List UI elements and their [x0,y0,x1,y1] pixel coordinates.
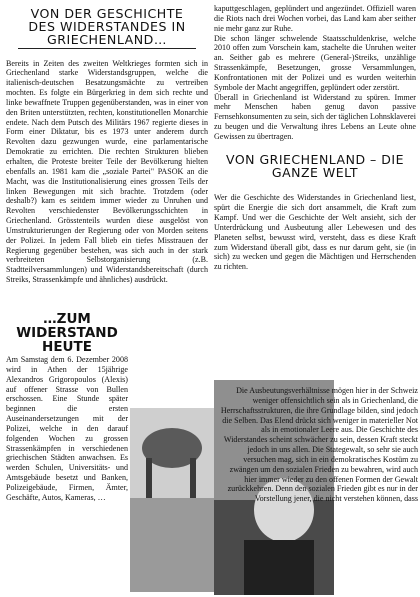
street-photo [130,378,214,592]
left-column [6,4,208,285]
right-column [214,4,416,272]
article-title [6,4,208,53]
today-title: …ZUM WIDERSTAND HEUTE [16,311,118,355]
child-photo [214,380,420,595]
right-body-1: kaputtgeschlagen, geplündert und angezündet. Offiziell waren die Riots nach drei Wochen vorbei, das Land kam aber seither nie mehr ganz zur Ruhe. [214,4,416,33]
article-title-text: VON DER GESCHICHTE DES WIDERSTANDES IN GRIECHENLAND… [18,8,196,49]
world-title: VON GRIECHENLAND – DIE GANZE WELT [225,151,404,180]
right-body-3: Überall in Griechenland ist Widerstand zu spüren. Immer mehr Menschen haben genug davon passive Fernsehkonsumenten zu sein, sich der täglichen Lohnsklaverei zu beugen und die Verwaltung ihres Lebens an Leute ohne Gewissen zu übertragen. [214,92,416,141]
right-body-4: Wer die Geschichte des Widerstandes in Griechenland liest, spürt die Energie die sich dort ansammelt, die Kraft zum Kampf. Und wer die Geschichte der Welt ansieht, sich der Unterdrückung und Ausbeutung aller Lebewesen und des Planeten selbst, bewusst wird, versteht, dass es diese Kraft zum Widerstand überall gibt, dass es nur darum geht, sie (in sich) zu wecken und gegen die Mächtigen und Herrschenden zu richten. [214,193,416,272]
street-photo-image [130,378,214,592]
right-body-5: Die Ausbeutungsverhältnisse mögen hier in der Schweiz weniger offensichtlich sein als in Griechenland, die Herrschaftsstrukturen, die ihre Grundlage bilden, sind jedoch die Selben. Das Elend drückt sich weniger in materieller Not als in emotionaler Leere aus. Die Geschichte des Widerstandes scheint schwächer zu sein, dessen Kraft steckt jedoch in uns allen. Die Stategewalt, so sehr sie auch versuchen mag, sich in ein demokratisches Kostüm zu zwängen um den sozialen Frieden zu bewahren, wird auch hier immer wieder zu den offenen Formen der Gewalt zurückkehren. Denn den sozialen Frieden gibt es nur in der Vorstellung jener, die nicht verstehen können, dass [220,386,418,504]
today-body: Am Samstag dem 6. Dezember 2008 wird in Athen der 15jährige Alexandros Grigoropoulos (Alexis) auf offener Strasse von Bullen erschossen. Eine Stunde später beginnen die ersten Auseinandersetzungen mit der Polizei, welche in den darauf folgenden Wochen zu grossen Strassenkämpfen in verschiedenen griechischen Städten anwachsen. Es werden Schulen, Universitäts- und Amtsgebäude besetzt und Banken, Polizeigebäude, Firmen, Ämter, Geschäfte, Autos, Kameras, … [6,355,128,502]
right-body-2: Die schon länger schwelende Staatsschuldenkrise, welche 2010 offen zum Vorschein kam, stachelte die Unruhen weiter an. Seither gab es mehrere (General-)Streiks, unzählige Strassenkämpfe, Besetzungen, grosse Versammlungen, Konfrontationen mit der Polizei und es wurden weiterhin Symbole der Macht angegriffen, geplündert oder zerstört. [214,33,416,92]
today-box [6,307,128,593]
article-body-history: Bereits in Zeiten des zweiten Weltkrieges formten sich in Griechenland starke Widerstandsgruppen, welche die italienisch-deutschen Besatzungsmächte zu vertreiben mochten. Es folgte ein Bürgerkrieg in dem sich rechte und linke bewaffnete Truppen gegenüberstanden, was in einer von den Briten unterstützten, rechten, konstitutionellen Monarchie endete. Nach dem Putsch des Militärs 1967 regierte dieses in Form einer Diktatur, bis es 1973 unter anderem durch Revolten dazu gezwungen wurde, eine parlamentarische Demokratie zu errichten. Die rechten Strukturen blieben erhalten, die Proteste breiter Teile der Bevölkerung hielten ebenfalls an. 1981 kam die „soziale Partei" PASOK an die Macht, was die Institutionalisierung eines grossen Teils der linken Bewegungen mit sich brachte. Trotzdem (oder deshalb?) kam es seitdem immer wieder zu Unruhen und Revolten verschiedenster Bevölkerungsschichten in Griechenland. Grösstenteils wurden diese ausgelöst von Umstrukturierungen der Regierung oder von Morden seitens der Polizei. In jedem Fall blieb ein tiefes Misstrauen der Regierung gegenüber bestehen, was sich auch in der stark verbreiteten Selbstorganisierung (z.B. Stadtteilversammlungen) und Widerstandsbereitschaft (durch Streiks, Strassenkämpfe und ähnliches) ausdrückt. [6,58,208,285]
